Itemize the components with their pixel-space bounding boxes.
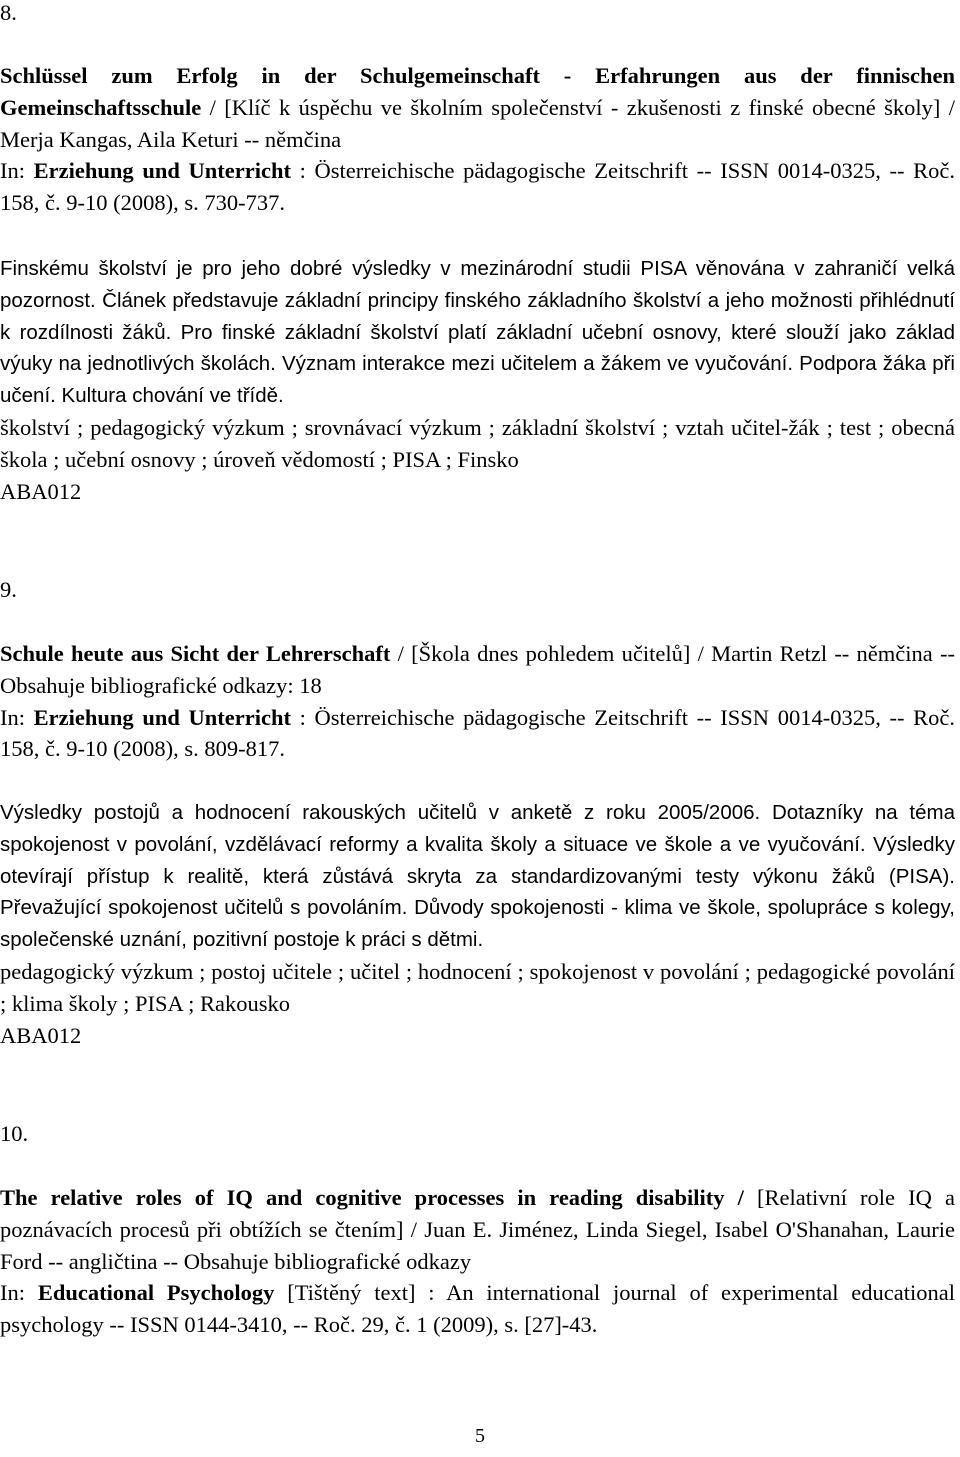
entry-title: Schlüssel zum Erfolg in der Schulgemeinschaft - Erfahrungen aus der finnischen Gemeinschaftsschule [0,63,955,120]
source-rest: : Österreichische pädagogische Zeitschrift -- ISSN 0014-0325, -- Roč. 158, č. 9-10 (2008), s. 730-737. [0,158,955,216]
entry-body [0,253,955,507]
source-rest: : Österreichische pädagogische Zeitschrift -- ISSN 0014-0325, -- Roč. 158, č. 9-10 (2008), s. 809-817. [0,704,955,762]
entry-code: ABA012 [0,1022,82,1048]
entry-title-rest: [Relativní role IQ a poznávacích procesů při obtížích se čtením] / Juan E. Jiménez, Linda Siegel, Isabel O'Shanahan, Laurie Ford -- angličtina -- Obsahuje bibliografické odkazy [0,1185,955,1274]
entry-title-line [0,60,955,155]
source-prefix: In: [0,1280,38,1306]
entry-body [0,797,955,1051]
entry-title-slash: / [724,1185,744,1210]
entry-number: 10. [0,1121,29,1146]
entry-header [0,60,955,219]
entry-keywords: pedagogický výzkum ; postoj učitele ; učitel ; hodnocení ; spokojenost v povolání ; pedagogické povolání ; klima školy ; PISA ; Rakousko [0,958,955,1016]
source-prefix: In: [0,704,34,730]
source-name: Educational Psychology [37,1280,275,1306]
entry-title: Schule heute aus Sicht der Lehrerschaft [0,641,391,666]
entry-source [0,1277,955,1341]
entry-title-line [0,1182,955,1277]
entry-keywords: školství ; pedagogický výzkum ; srovnávací výzkum ; základní školství ; vztah učitel-žák ; test ; obecná škola ; učební osnovy ; úroveň vědomostí ; PISA ; Finsko [0,414,955,472]
source-rest: [Tištěný text] : An international journal of experimental educational psychology -- ISSN 0144-3410, -- Roč. 29, č. 1 (2009), s. [27]-43. [0,1280,956,1338]
entry-header [0,638,955,765]
entry-abstract: Výsledky postojů a hodnocení rakouských učitelů v anketě z roku 2005/2006. Dotazníky na téma spokojenost v povolání, vzdělávací reformy a kvalita školy a situace ve škole a ve vyučování. Výsledky otevírají přístup k realitě, která zůstává skryta za standardizovanými testy výkonu žáků (PISA). Převažující spokojenost učitelů s povoláním. Důvody spokojenosti - klima ve škole, spolupráce s kolegy, společenské uznání, pozitivní postoje k práci s dětmi. [0,801,955,952]
entry-title-rest: / [Klíč k úspěchu ve školním společenství - zkušenosti z finské obecné školy] / Merja Kangas, Aila Keturi -- němčina [0,94,955,152]
entry-number: 8. [0,0,17,25]
entry-title-line [0,638,955,702]
source-name: Erziehung und Unterricht [33,704,291,730]
source-prefix: In: [0,158,34,184]
source-name: Erziehung und Unterricht [33,158,291,184]
entry-number: 9. [0,577,17,602]
entry-title: The relative roles of IQ and cognitive processes in reading disability [0,1185,725,1210]
entry-source [0,702,955,766]
entry-header [0,1182,955,1341]
entry-source [0,155,955,219]
page-number: 5 [475,1425,485,1447]
entry-code: ABA012 [0,478,82,504]
entry-title-rest: / [Škola dnes pohledem učitelů] / Martin Retzl -- němčina -- Obsahuje bibliografické odkazy: 18 [0,641,955,698]
entry-abstract: Finskému školství je pro jeho dobré výsledky v mezinárodní studii PISA věnována v zahraničí velká pozornost. Článek představuje základní principy finského základního školství a jeho možnosti přihlédnutí k rozdílnosti žáků. Pro finské základní školství platí základní učební osnovy, které slouží jako základ výuky na jednotlivých školách. Význam interakce mezi učitelem a žákem ve vyučování. Podpora žáka při učení. Kultura chování ve třídě. [0,257,955,408]
